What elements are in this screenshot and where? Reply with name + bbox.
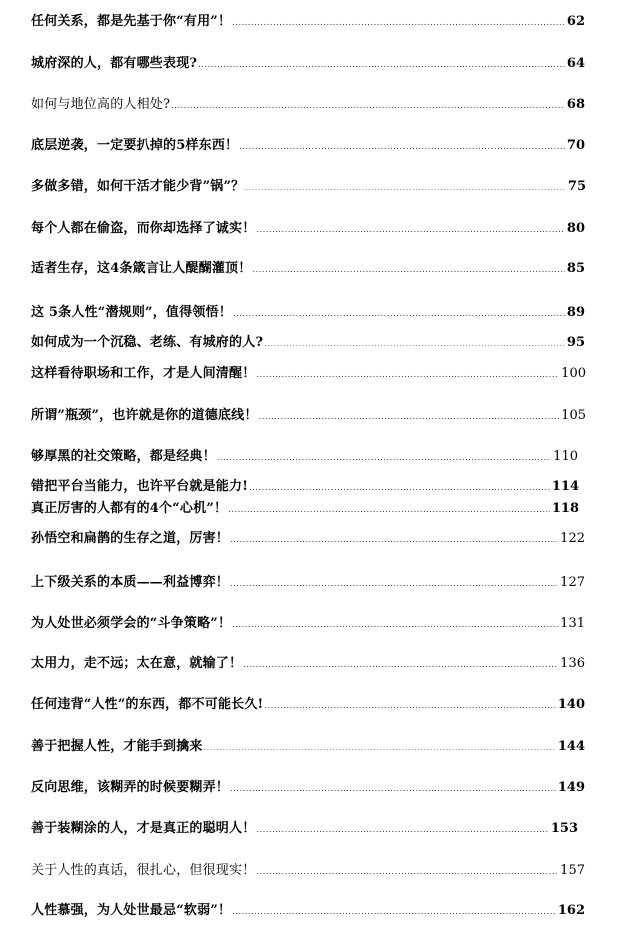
toc-entry-24[interactable] [31,901,585,921]
toc-entry-9[interactable] [31,333,585,353]
dot-leader [217,448,551,468]
toc-entry-page: 157 [560,863,585,878]
toc-entry-title: 城府深的人，都有哪些表现? [31,56,198,71]
toc-entry-page: 118 [551,501,579,516]
toc-entry-11[interactable] [31,406,586,426]
toc-entry-title: 这样看待职场和工作，才是人间清醒！ [31,366,256,381]
dot-leader [230,530,558,550]
toc-entry-page: 140 [557,697,585,712]
dot-leader [228,500,550,520]
toc-entry-7[interactable] [31,259,585,279]
toc-entry-title: 善于装糊涂的人，才是真正的聪明人！ [31,821,256,836]
dot-leader [232,615,558,635]
toc-entry-title: 善于把握人性，才能手到擒来 [31,739,203,754]
toc-entry-title: 真正厉害的人都有的4个“心机”！ [31,501,228,516]
toc-entry-page: 105 [561,408,586,423]
toc-entry-page: 162 [557,903,585,918]
toc-entry-title: 任何关系，都是先基于你“有用”！ [31,14,232,29]
toc-entry-3[interactable] [31,95,585,115]
dot-leader [256,862,558,882]
toc-entry-19[interactable] [31,695,585,715]
toc-entry-page: 85 [566,261,585,276]
dot-leader [204,738,556,758]
toc-entry-page: 149 [557,780,585,795]
toc-entry-page: 64 [566,56,585,71]
dot-leader [230,779,556,799]
toc-entry-page: 110 [553,449,578,464]
toc-entry-title: 底层逆袭，一定要扒掉的5样东西！ [31,138,239,153]
toc-entry-page: 131 [560,616,585,631]
dot-leader [256,220,565,240]
dot-leader [256,365,559,385]
toc-entry-21[interactable] [31,778,585,798]
toc-entry-page: 62 [566,14,585,29]
toc-entry-1[interactable] [31,12,585,32]
toc-entry-15[interactable] [31,529,585,549]
toc-entry-title: 孙悟空和扁鹊的生存之道，厉害！ [31,531,230,546]
toc-entry-title: 人性慕强，为人处世最忌“软弱”！ [31,903,232,918]
dot-leader [233,304,565,324]
toc-entry-page: 144 [557,739,585,754]
toc-entry-page: 80 [566,221,585,236]
dot-leader [264,334,565,354]
toc-entry-4[interactable] [31,136,585,156]
toc-entry-title: 每个人都在偷盗，而你却选择了诚实！ [31,221,256,236]
toc-entry-title: 上下级关系的本质——利益博弈！ [31,575,230,590]
dot-leader [249,478,550,498]
dot-leader [198,55,565,75]
toc-entry-14[interactable] [31,499,579,519]
dot-leader [264,696,555,716]
toc-entry-page: 122 [560,531,585,546]
toc-entry-page: 89 [566,305,585,320]
dot-leader [252,260,564,280]
toc-entry-22[interactable] [31,819,578,839]
toc-entry-20[interactable] [31,737,585,757]
toc-entry-title: 为人处世必须学会的“斗争策略”！ [31,616,232,631]
toc-entry-23[interactable] [31,861,585,881]
toc-entry-page: 153 [550,821,578,836]
dot-leader [171,96,565,116]
toc-entry-page: 127 [560,575,585,590]
toc-entry-18[interactable] [31,654,585,674]
dot-leader [259,407,560,427]
dot-leader [239,137,565,157]
toc-entry-page: 100 [561,366,586,381]
toc-entry-title: 多做多错，如何干活才能少背”锅”？ [31,179,245,194]
dot-leader [243,655,558,675]
toc-entry-title: 这 5条人性“潜规则”，值得领悟！ [31,305,232,320]
toc-entry-5[interactable] [31,177,586,197]
toc-entry-17[interactable] [31,614,585,634]
toc-entry-title: 够厚黑的社交策略，都是经典！ [31,449,216,464]
toc-entry-10[interactable] [31,364,586,384]
toc-entry-page: 68 [566,97,585,112]
toc-entry-title: 所谓”瓶颈”，也许就是你的道德底线！ [31,408,258,423]
dot-leader [230,574,558,594]
dot-leader [232,13,565,33]
toc-entry-8[interactable] [31,303,585,323]
toc-entry-13[interactable] [31,477,579,497]
toc-entry-6[interactable] [31,219,585,239]
toc-entry-page: 95 [566,335,585,350]
toc-entry-title: 关于人性的真话，很扎心，但很现实！ [31,863,256,878]
dot-leader [232,902,556,922]
toc-entry-2[interactable] [31,54,585,74]
dot-leader [245,178,566,198]
toc-entry-page: 136 [560,656,585,671]
toc-entry-title: 任何违背“人性”的东西，都不可能长久! [31,697,264,712]
toc-entry-title: 适者生存，这4条箴言让人醍醐灌顶！ [31,261,252,276]
toc-entry-title: 太用力，走不远；太在意，就输了！ [31,656,243,671]
toc-entry-title: 错把平台当能力，也许平台就是能力! [31,479,249,494]
toc-entry-title: 如何成为一个沉稳、老练、有城府的人? [31,335,264,350]
toc-entry-12[interactable] [31,447,578,467]
toc-entry-page: 114 [551,479,579,494]
toc-entry-page: 70 [566,138,585,153]
toc-entry-page: 75 [567,179,586,194]
toc-entry-16[interactable] [31,573,585,593]
toc-entry-title: 如何与地位高的人相处? [31,97,171,112]
toc-entry-title: 反向思维，该糊弄的时候要糊弄！ [31,780,230,795]
dot-leader [256,820,548,840]
